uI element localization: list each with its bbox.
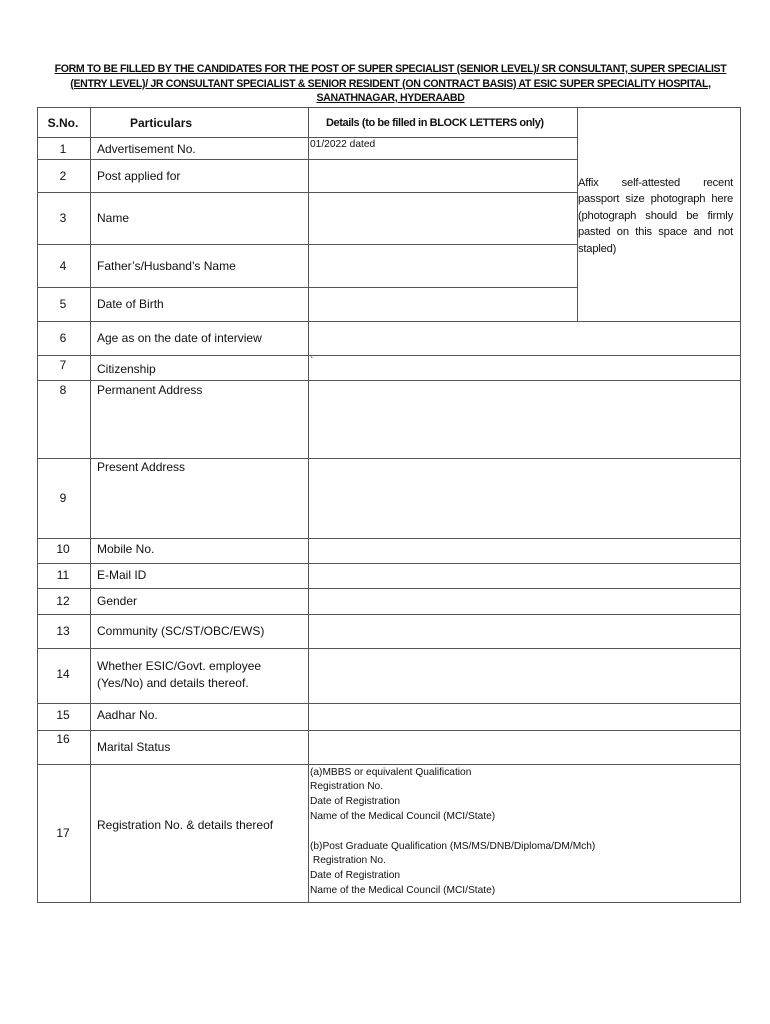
row-17-number: 17 [56,826,70,840]
registration-a-line-2: Registration No. [310,781,384,792]
row-5-label: Date of Birth [97,297,164,311]
row-3-label: Name [97,211,130,225]
form-title: FORM TO BE FILLED BY THE CANDIDATES FOR THE POST OF SUPER SPECIALIST (SENIOR LEVEL)/ SR CONSULTANT, SUPER SPECIALIST (ENTRY LEVEL)/ JR CONSULTANT SPECIALIST & SENIOR RESIDENT (ON CONTRACT BASIS) AT ESIC SUPER SPECIALITY HOSPITAL, SANATHNAGAR, HYDERAABD [54,63,727,104]
registration-b-line-3: Date of Registration [310,870,401,881]
header-details: Details (to be filled in BLOCK LETTERS only) [326,117,544,129]
photo-placeholder-note: Affix self-attested recent passport size photograph here (photograph should be firmly pasted on this space and not stapled) [578,177,733,255]
registration-a-line-1: (a)MBBS or equivalent Qualification [310,767,472,778]
row-8-number: 8 [59,383,67,397]
row-13-label: Community (SC/ST/OBC/EWS) [97,624,265,638]
row-16-number: 16 [56,732,70,746]
row-2-label: Post applied for [97,169,181,183]
row-6-label: Age as on the date of interview [97,331,262,345]
row-3-number: 3 [59,211,67,225]
row-10-number: 10 [56,542,70,556]
row-4-number: 4 [59,259,67,273]
row-15-label: Aadhar No. [97,708,158,722]
row-9-number: 9 [59,491,67,505]
registration-b-line-2: Registration No. [310,855,386,866]
row-11-label: E-Mail ID [97,568,147,582]
row-9-label: Present Address [97,460,186,474]
registration-a-line-4: Name of the Medical Council (MCI/State) [310,811,496,822]
row-7-label: Citizenship [97,362,156,376]
header-sno: S.No. [47,116,79,130]
row-4-label: Father’s/Husband’s Name [97,259,236,273]
row-12-label: Gender [97,594,138,608]
row-1-label: Advertisement No. [97,142,196,156]
row-12-number: 12 [56,594,70,608]
registration-b-line-4: Name of the Medical Council (MCI/State) [310,885,496,896]
row-6-number: 6 [59,331,67,345]
row-5-number: 5 [59,297,67,311]
row-13-number: 13 [56,624,70,638]
row-2-number: 2 [59,169,67,183]
registration-a-line-3: Date of Registration [310,796,401,807]
row-15-number: 15 [56,708,70,722]
header-particulars: Particulars [130,116,193,130]
row-16-label: Marital Status [97,740,171,754]
row-7-number: 7 [59,358,67,372]
citizenship-field[interactable]: ` [310,356,314,367]
row-17-label: Registration No. & details thereof [97,818,274,832]
row-14-label-line2: (Yes/No) and details thereof. [97,676,249,690]
row-10-label: Mobile No. [97,542,155,556]
row-11-number: 11 [56,568,70,582]
row-14-number: 14 [56,667,70,681]
row-1-number: 1 [59,142,67,156]
row-8-label: Permanent Address [97,383,203,397]
advertisement-number-field[interactable]: 01/2022 dated [310,139,376,150]
registration-b-line-1: (b)Post Graduate Qualification (MS/MS/DNB/Diploma/DM/Mch) [310,841,596,852]
row-14-label-line1: Whether ESIC/Govt. employee [97,659,262,673]
